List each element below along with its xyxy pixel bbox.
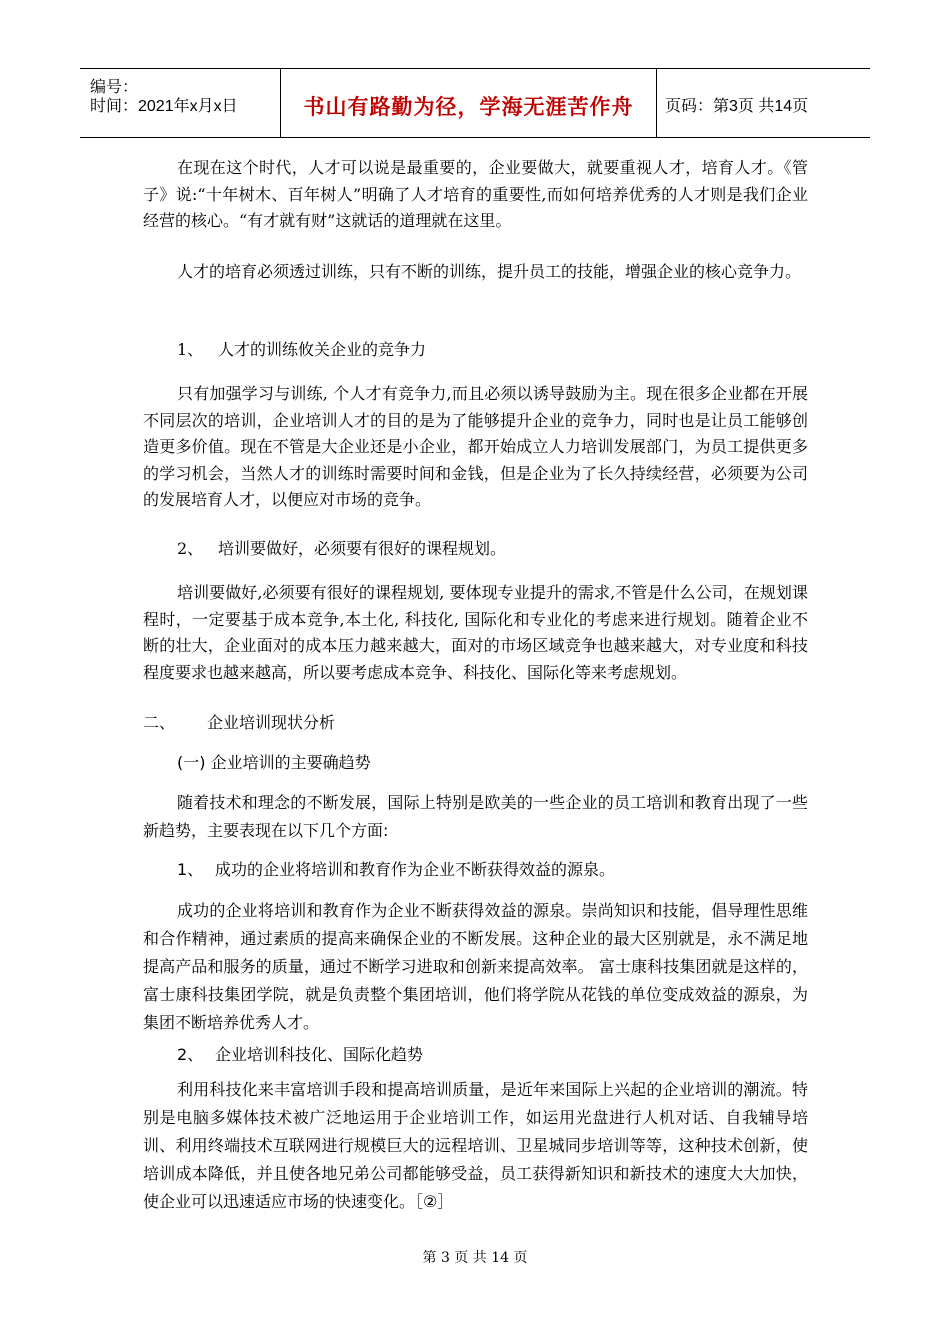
paragraph: 在现在这个时代，人才可以说是最重要的，企业要做大，就要重视人才，培育人才。《管子》说:“十年树木、百年树人”明确了人才培育的重要性,而如何培养优秀的人才则是我们企业经营的核心。“有才就有财”这就话的道理就在这里。 (143, 158, 808, 230)
header-page-info: 页码：第3页 共14页 (665, 98, 809, 115)
header-motto-cell (281, 69, 656, 137)
document-number-label: 编号： (90, 79, 139, 96)
subsection-heading: (一) 企业培训的主要确趋势 (177, 753, 371, 772)
page-header (80, 68, 870, 138)
heading-number: 2、 (177, 539, 204, 558)
header-motto: 书山有路勤为径，学海无涯苦作舟 (303, 95, 634, 119)
heading-number: 1、 (177, 860, 204, 879)
paragraph: 随着技术和理念的不断发展，国际上特别是欧美的一些企业的员工培训和教育出现了一些新趋势，主要表现在以下几个方面: (143, 793, 808, 840)
heading: 企业培训科技化、国际化趋势 (215, 1045, 424, 1064)
document-date-label: 时间：2021年x月x日 (90, 98, 238, 115)
section-number: 二、 (143, 713, 176, 732)
heading-number: 2、 (177, 1045, 204, 1064)
section-heading: 企业培训现状分析 (207, 713, 336, 732)
heading-number: 1、 (177, 340, 204, 359)
header-page-cell (656, 69, 871, 137)
heading: 人才的训练攸关企业的竞争力 (218, 340, 427, 359)
paragraph: 利用科技化来丰富培训手段和提高培训质量，是近年来国际上兴起的企业培训的潮流。特别是电脑多媒体技术被广泛地运用于企业培训工作，如运用光盘进行人机对话、自我辅导培训、利用终端技术互联网进行规模巨大的远程培训、卫星城同步培训等等，这种技术创新，使培训成本降低，并且使各地兄弟公司都能够受益，员工获得新知识和新技术的速度大大加快，使企业可以迅速适应市场的快速变化。［②］ (143, 1080, 808, 1211)
paragraph: 只有加强学习与训练, 个人才有竞争力,而且必须以诱导鼓励为主。现在很多企业都在开展不同层次的培训，企业培训人才的目的是为了能够提升企业的竞争力，同时也是让员工能够创造更多价值。现在不管是大企业还是小企业，都开始成立人力培训发展部门，为员工提供更多的学习机会，当然人才的训练时需要时间和金钱，但是企业为了长久持续经营，必须要为公司的发展培育人才，以便应对市场的竞争。 (143, 384, 808, 509)
heading: 成功的企业将培训和教育作为企业不断获得效益的源泉。 (215, 860, 616, 879)
header-info-cell (80, 69, 281, 137)
paragraph: 人才的培育必须透过训练，只有不断的训练，提升员工的技能，增强企业的核心竞争力。 (177, 262, 802, 281)
page-footer: 第 3 页 共 14 页 (422, 1250, 528, 1266)
paragraph: 成功的企业将培训和教育作为企业不断获得效益的源泉。崇尚知识和技能，倡导理性思维和合作精神，通过素质的提高来确保企业的不断发展。这种企业的最大区别就是，永不满足地提高产品和服务的质量，通过不断学习进取和创新来提高效率。 富士康科技集团就是这样的，富士康科技集团学院，就是负责整个集团培训，他们将学院从花钱的单位变成效益的源泉，为集团不断培养优秀人才。 (143, 901, 808, 1032)
paragraph: 培训要做好,必须要有很好的课程规划, 要体现专业提升的需求,不管是什么公司，在规划课程时，一定要基于成本竞争,本土化, 科技化, 国际化和专业化的考虑来进行规划。随着企业不断的壮大，企业面对的成本压力越来越大，面对的市场区域竞争也越来越大，对专业度和科技程度要求也越来越高，所以要考虑成本竞争、科技化、国际化等来考虑规划。 (143, 583, 808, 682)
heading: 培训要做好，必须要有很好的课程规划。 (218, 539, 507, 558)
